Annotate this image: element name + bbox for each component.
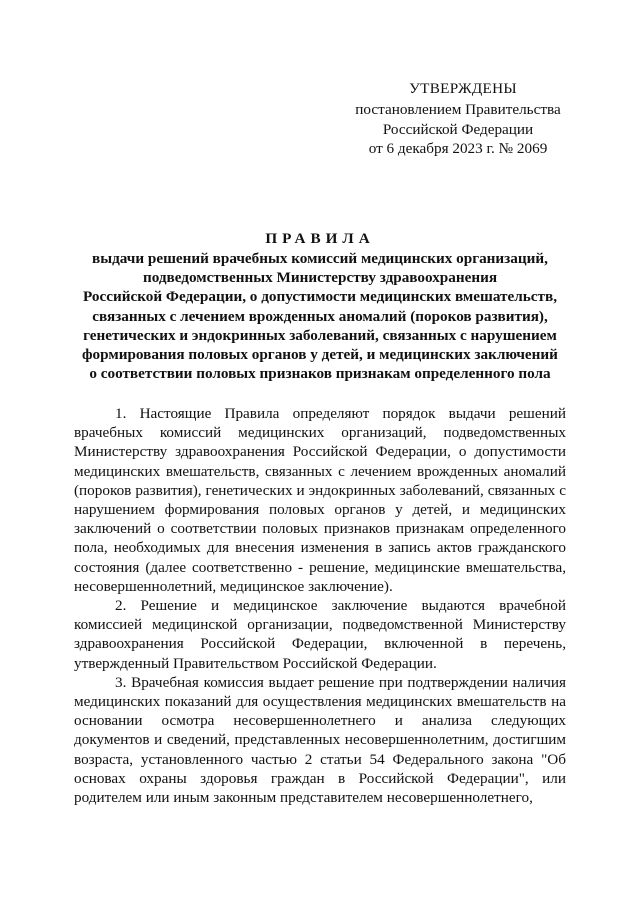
document-subtitle [70,249,570,383]
subtitle-line: о соответствии половых признаков признакам определенного пола [89,365,551,383]
approval-block [338,79,578,159]
approval-date-line: от 6 декабря 2023 г. № 2069 [368,140,548,158]
subtitle-line: генетических и эндокринных заболеваний, связанных с нарушением [83,326,557,344]
approval-line: постановлением Правительства [355,101,561,119]
approval-line: Российской Федерации [382,120,534,138]
subtitle-line: Российской Федерации, о допустимости медицинских вмешательств, [83,288,557,306]
subtitle-line: выдачи решений врачебных комиссий медицинских организаций, [92,250,548,267]
paragraph-1: 1. Настоящие Правила определяют порядок выдачи решений врачебных комиссий медицинских организаций, подведомственных Министерству здравоохранения Российской Федерации, о допустимости медицинских вмешательств, связанных с лечением врожденных аномалий (пороков развития), генетических и эндокринных заболеваний, связанных с нарушением формирования половых органов у детей, и медицинских заключений о соответствии половых признаков признакам определенного пола, необходимых для внесения изменения в запись актов гражданского состояния (далее соответственно - решение, медицинские вмешательства, несовершеннолетний, медицинское заключение). [74,405,566,595]
subtitle-line: подведомственных Министерству здравоохранения [142,269,498,287]
paragraph-3: 3. Врачебная комиссия выдает решение при подтверждении наличия медицинских показаний для осуществления медицинских вмешательств на основании осмотра несовершеннолетнего и анализа следующих документов и сведений, представленных несовершеннолетним, достигшим возраста, установленного частью 2 статьи 54 Федерального закона "Об основах охраны здоровья граждан в Российской Федерации", или родителем или иным законным представителем несовершеннолетнего, [74,673,566,807]
approval-heading: УТВЕРЖДЕНЫ [409,80,517,97]
document-body [74,404,566,807]
paragraph-2: 2. Решение и медицинское заключение выдаются врачебной комиссией медицинской организации, подведомственной Министерству здравоохранения Российской Федерации, включенной в перечень, утвержденный Правительством Российской Федерации. [74,597,566,672]
subtitle-line: формирования половых органов у детей, и медицинских заключений [82,346,558,364]
document-title: ПРАВИЛА [265,230,375,247]
subtitle-line: связанных с лечением врожденных аномалий (пороков развития), [92,307,548,325]
